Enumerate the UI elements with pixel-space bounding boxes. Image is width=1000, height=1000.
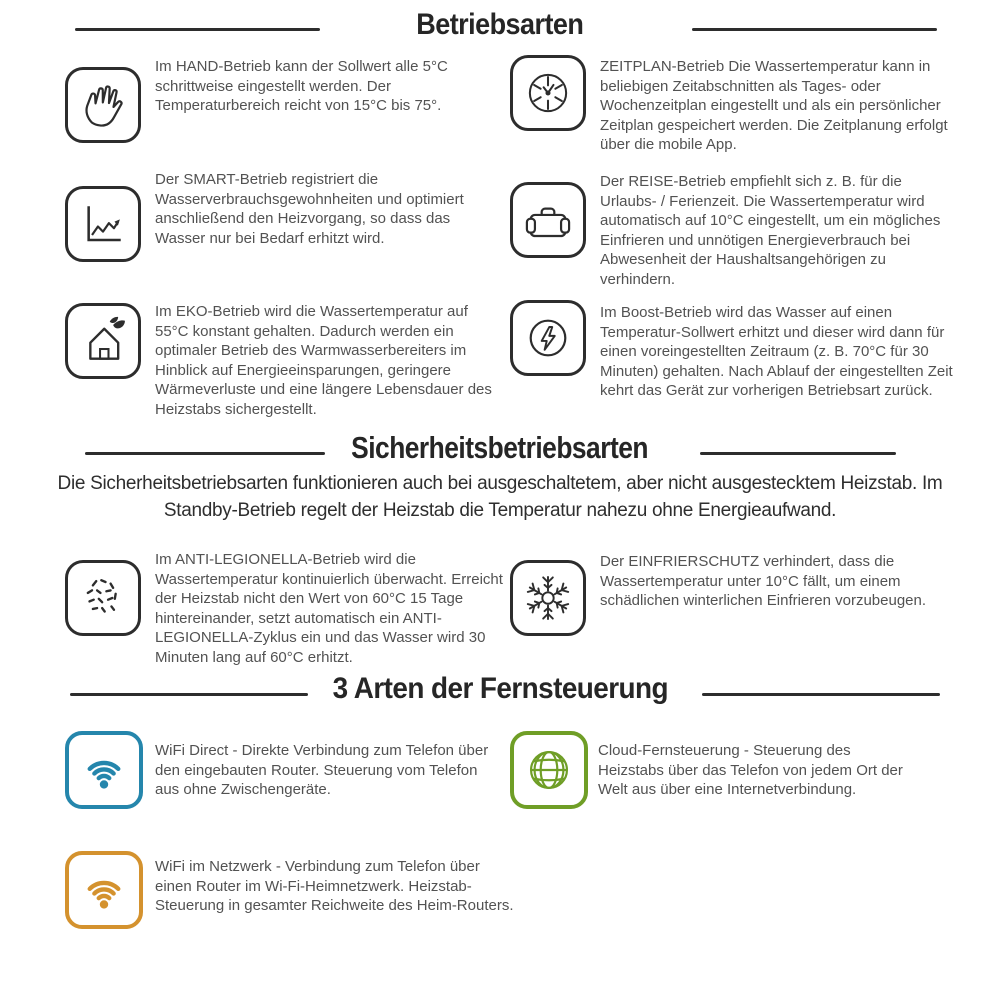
boost-mode-text: Im Boost-Betrieb wird das Wasser auf einen Temperatur-Sollwert erhitzt und dieser wird dann für einen voreingestellten Zeitraum (z. B. 70°C für 30 Minuten) gehalten. Nach Ablauf der eingestellten Zeit kehrt das Gerät zur vorherigen Betriebsart zurück. <box>600 304 953 399</box>
header-rule-right <box>700 452 896 455</box>
header-rule-right <box>692 28 937 31</box>
wifi-icon <box>76 742 132 798</box>
snowflake-icon <box>520 570 576 626</box>
section-title-sicherheitsbetriebsarten: Sicherheitsbetriebsarten <box>351 430 649 465</box>
line-chart-icon <box>76 197 130 251</box>
wifi-network-icon-box <box>65 851 143 929</box>
header-rule-right <box>702 693 940 696</box>
safety-intro-text: Die Sicherheitsbetriebsarten funktionieren auch bei ausgeschaltetem, aber nicht ausgestecktem Heizstab. Im Standby-Betrieb regelt der Heizstab die Temperatur nahezu ohne Energieaufwand. <box>57 473 943 521</box>
wifi-direct-icon-box <box>65 731 143 809</box>
header-rule-left <box>85 452 325 455</box>
clock-icon <box>521 66 575 120</box>
bacteria-icon-box <box>65 560 141 636</box>
wifi-direct-text: WiFi Direct - Direkte Verbindung zum Telefon über den eingebauten Router. Steuerung vom Telefon aus ohne Zwischengeräte. <box>155 742 489 798</box>
smart-mode-text: Der SMART-Betrieb registriert die Wasserverbrauchsgewohnheiten und optimiert anschließend den Heizvorgang, so dass das Wasser nur bei Bedarf erhitzt wird. <box>155 171 464 247</box>
reise-mode-text: Der REISE-Betrieb empfiehlt sich z. B. für die Urlaubs- / Ferienzeit. Die Wassertemperatur wird automatisch auf 10°C eingestellt, um ein mögliches Einfrieren und unnötigen Energieverbrauch bei Abwesenheit der Haushaltsangehörigen zu verhindern. <box>600 173 941 288</box>
hand-icon-box <box>65 67 141 143</box>
eko-mode-text: Im EKO-Betrieb wird die Wassertemperatur auf 55°C konstant gehalten. Dadurch werden ein optimaler Betrieb des Warmwasserbereiters im Hinblick auf Energieeinsparungen, geringere Wärmeverluste und eine längere Lebensdauer des Heizstabs sichergestellt. <box>155 303 492 418</box>
line-chart-icon-box <box>65 186 141 262</box>
cloud-icon-box <box>510 731 588 809</box>
snowflake-icon-box <box>510 560 586 636</box>
einfrierschutz-text: Der EINFRIERSCHUTZ verhindert, dass die Wassertemperatur unter 10°C fällt, um einem schädlichen winterlichen Einfrieren vorzubeugen. <box>600 553 927 609</box>
suitcase-icon-box <box>510 182 586 258</box>
anti-legionella-text: Im ANTI-LEGIONELLA-Betrieb wird die Wassertemperatur kontinuierlich überwacht. Erreicht der Heizstab nicht den Wert von 60°C 15 Tage hintereinander, setzt automatisch ein ANTI-LEGIONELLA-Zyklus ein und das Wasser wird 30 Minuten lang auf 60°C erhitzt. <box>155 551 503 666</box>
wifi-icon <box>76 862 132 918</box>
hand-mode-text: Im HAND-Betrieb kann der Sollwert alle 5°C schrittweise eingestellt werden. Der Temperaturbereich reicht von 15°C bis 75°. <box>155 58 448 114</box>
eco-house-icon-box <box>65 303 141 379</box>
wifi-network-text: WiFi im Netzwerk - Verbindung zum Telefon über einen Router im Wi-Fi-Heimnetzwerk. Heizstab-Steuerung in gesamter Reichweite des Heim-Routers. <box>155 858 514 914</box>
lightning-icon <box>521 311 575 365</box>
lightning-icon-box <box>510 300 586 376</box>
cloud-remote-text: Cloud-Fernsteuerung - Steuerung des Heizstabs über das Telefon von jedem Ort der Welt aus über eine Internetverbindung. <box>598 742 903 798</box>
suitcase-icon <box>521 193 575 247</box>
clock-icon-box <box>510 55 586 131</box>
globe-icon <box>521 742 577 798</box>
header-rule-left <box>70 693 308 696</box>
section-title-betriebsarten: Betriebsarten <box>416 8 584 41</box>
hand-icon <box>76 78 130 132</box>
bacteria-icon <box>76 571 130 625</box>
zeitplan-mode-text: ZEITPLAN-Betrieb Die Wassertemperatur kann in beliebigen Zeitabschnitten als Tages- oder Wochenzeitplan eingestellt und als ein persönlicher Zeitplan gespeichert werden. Die Zeitplanung erfolgt über die mobile App. <box>600 58 948 153</box>
header-rule-left <box>75 28 320 31</box>
section-title-fernsteuerung: 3 Arten der Fernsteuerung <box>332 672 668 705</box>
eco-house-icon <box>76 314 130 368</box>
